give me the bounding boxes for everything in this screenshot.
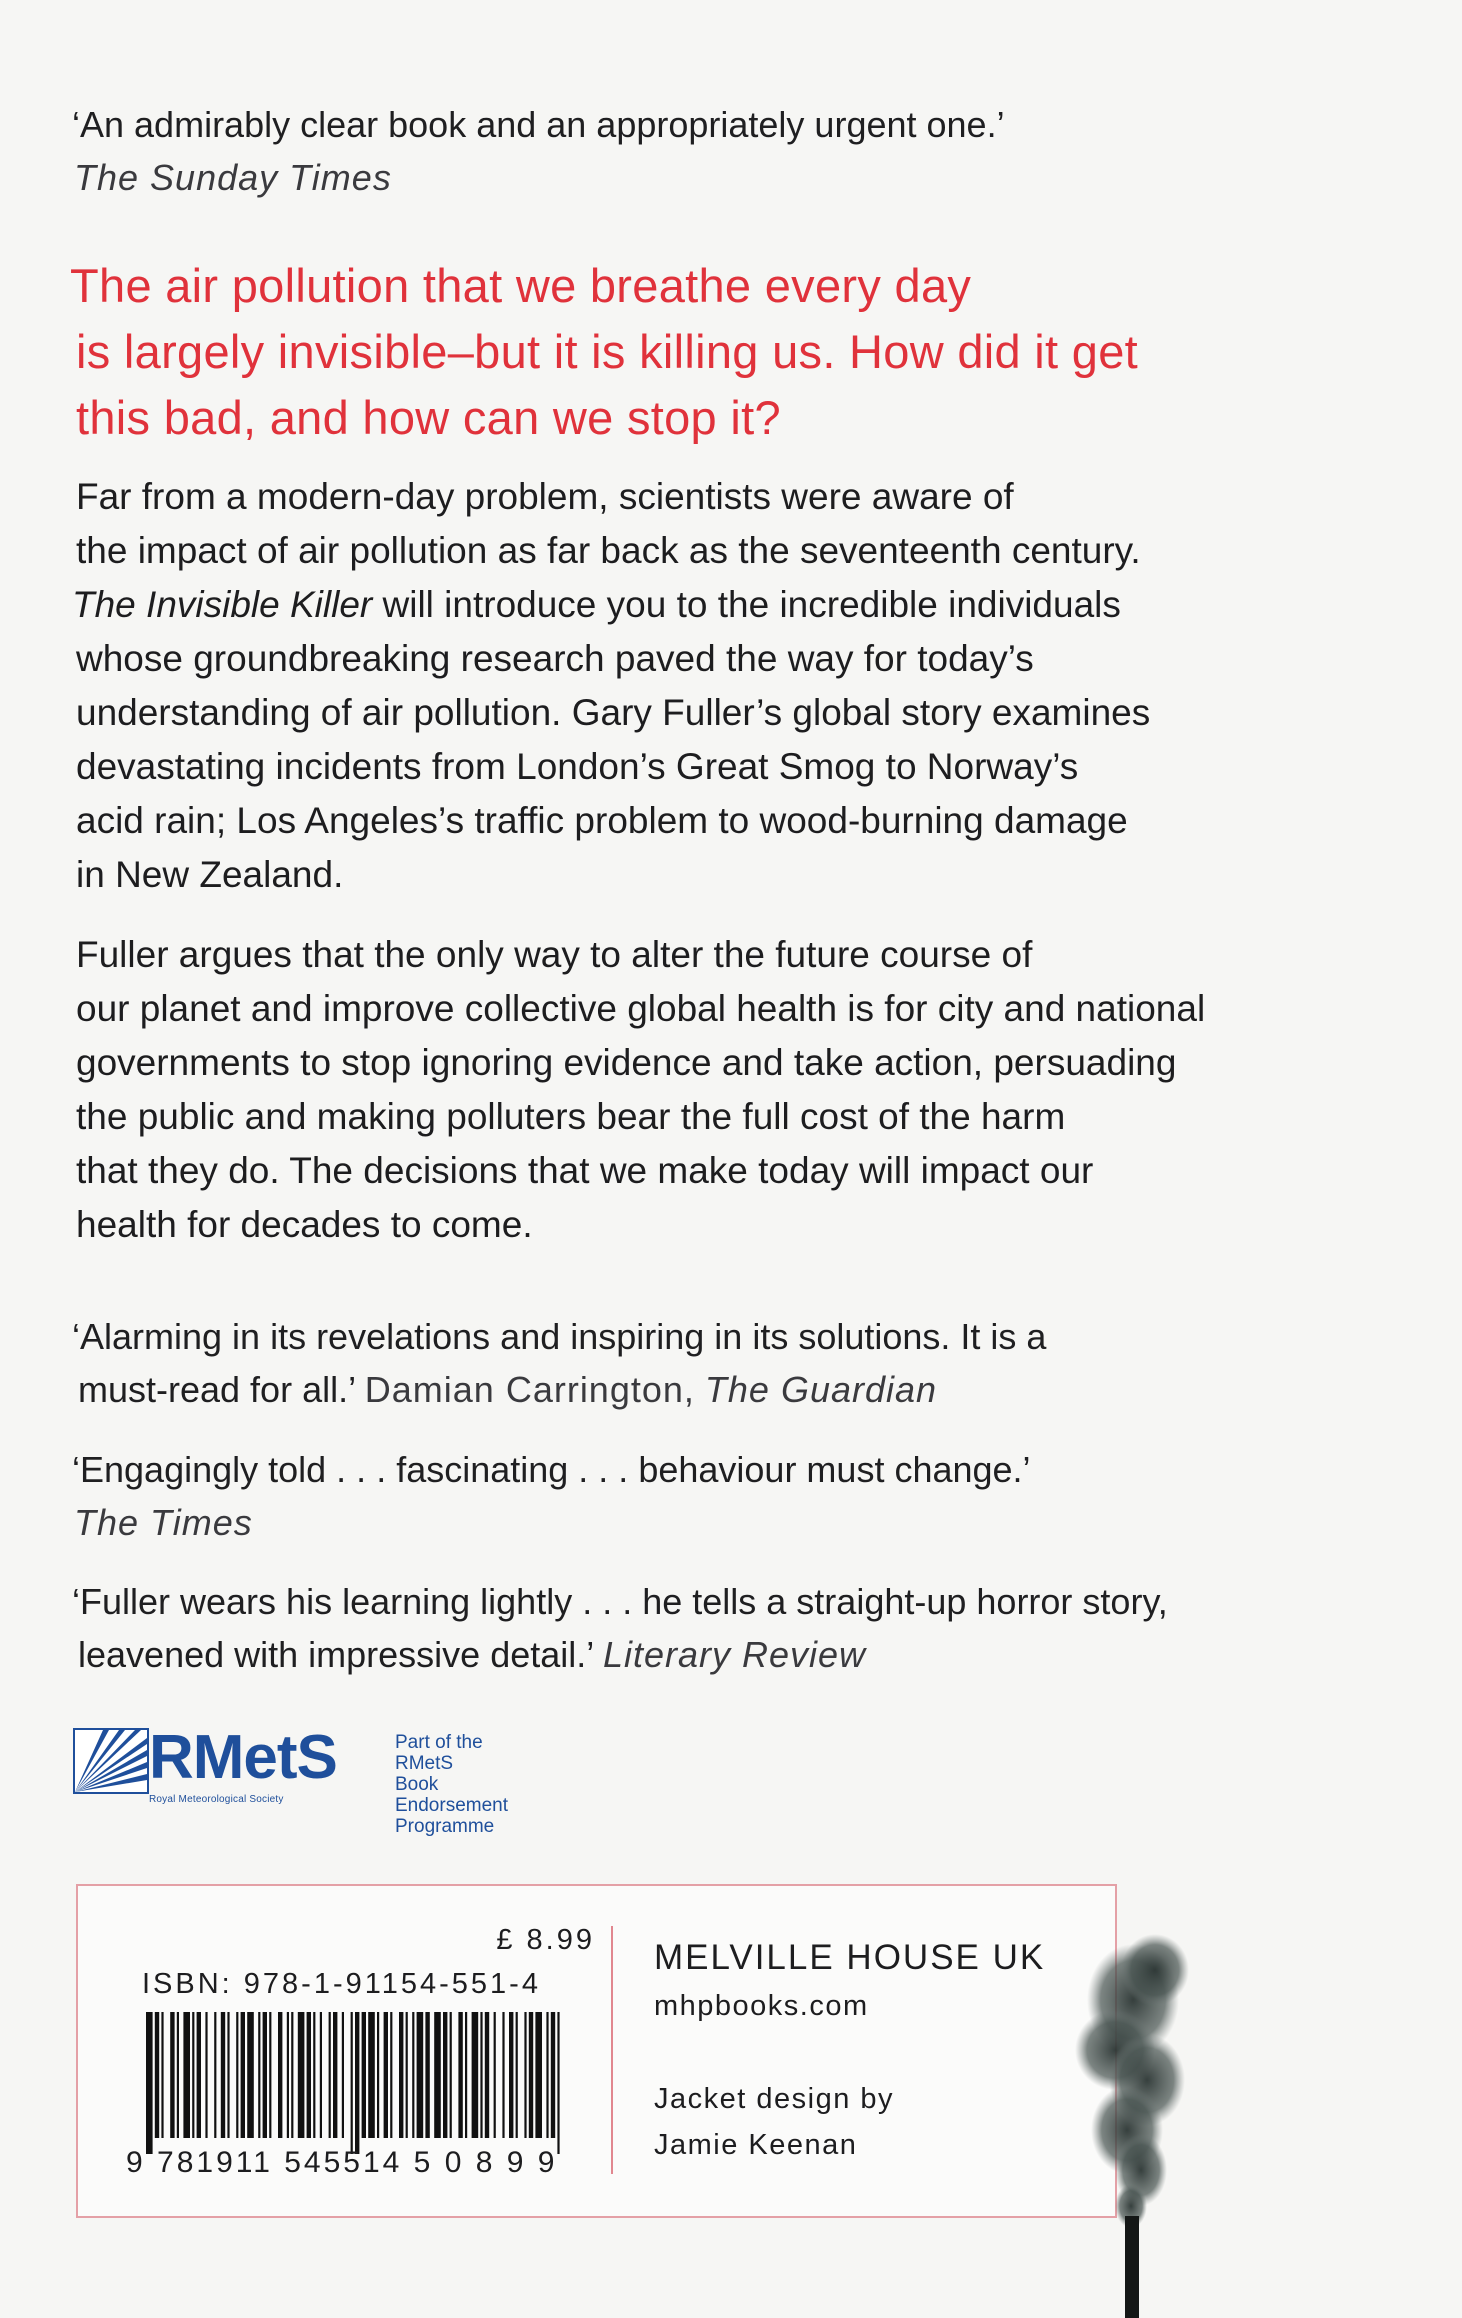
endorsement-line: Part of the RMetS (395, 1732, 483, 1774)
barcode-bar (368, 2012, 375, 2138)
barcode-bar (155, 2012, 159, 2138)
barcode-bar (221, 2012, 225, 2138)
quote-author: Damian Carrington, (364, 1369, 695, 1410)
barcode-bar (485, 2012, 489, 2138)
barcode-bar (516, 2012, 518, 2138)
barcode (146, 2012, 564, 2154)
barcode-bar (287, 2012, 289, 2138)
quote-source: The Sunday Times (74, 157, 392, 198)
paragraph-line: in New Zealand. (76, 854, 344, 895)
barcode-bar (406, 2012, 408, 2138)
rmets-society-name: Royal Meteorological Society (149, 1794, 284, 1805)
quote-sunday-times (72, 98, 1332, 204)
quote-publication: The Guardian (704, 1369, 938, 1410)
barcode-bar (183, 2012, 190, 2138)
barcode-bar (197, 2012, 201, 2138)
quote-text: ‘Alarming in its revelations and inspiring in its solutions. It is a (72, 1316, 1047, 1357)
barcode-bar (480, 2012, 482, 2138)
barcode-bar (399, 2012, 403, 2138)
divider (611, 1926, 613, 2174)
quote-text: leavened with impressive detail.’ Literary Review (78, 1634, 867, 1675)
barcode-bar (472, 2012, 479, 2138)
retail-info-box (76, 1884, 1117, 2218)
paragraph-line: whose groundbreaking research paved the way for today’s (76, 638, 1034, 679)
barcode-bar (342, 2012, 344, 2138)
barcode-bar (494, 2012, 496, 2138)
barcode-bar (465, 2012, 467, 2138)
barcode-bar (362, 2012, 366, 2138)
quote-source: Literary Review (602, 1634, 867, 1675)
barcode-bar (227, 2012, 229, 2138)
quote-text: must-read for all.’ Damian Carrington, The Guardian (78, 1369, 938, 1410)
paragraph-line (72, 578, 1336, 632)
barcode-bar (278, 2012, 282, 2138)
paragraph-line-rest: will introduce you to the incredible individuals (372, 584, 1121, 625)
quote-source: The Times (74, 1502, 253, 1543)
barcode-bar (313, 2012, 315, 2138)
rmets-wordmark: RMetS (149, 1723, 337, 1792)
barcode-number: 9 781911 545514 5 0 8 9 9 (126, 2146, 558, 2179)
blurb-paragraph-1 (72, 470, 1336, 902)
barcode-bar (269, 2012, 271, 2138)
rmets-logo (73, 1723, 523, 1837)
paragraph-line: acid rain; Los Angeles’s traffic problem to wood-burning damage (76, 800, 1128, 841)
quote-text: ‘Engagingly told . . . fascinating . . . behaviour must change.’ (72, 1449, 1031, 1490)
barcode-bar (351, 2012, 353, 2154)
barcode-bar (247, 2012, 254, 2138)
headline-line: The air pollution that we breathe every day (70, 259, 972, 312)
credit-line: Jamie Keenan (654, 2129, 858, 2161)
barcode-bar (417, 2012, 424, 2138)
publisher-website: mhpbooks.com (654, 1990, 869, 2022)
headline (70, 253, 1330, 451)
barcode-bar (192, 2012, 194, 2138)
price: £ 8.99 (496, 1924, 595, 1956)
barcode-bar (333, 2012, 337, 2138)
barcode-bar (434, 2012, 441, 2138)
rmets-emblem-icon (73, 1728, 149, 1794)
barcode-bar (535, 2012, 542, 2138)
quote-literary-review (72, 1575, 1332, 1681)
barcode-bar (524, 2012, 526, 2138)
barcode-bar (241, 2012, 245, 2138)
barcode-bar (263, 2012, 267, 2138)
paragraph-line: the impact of air pollution as far back as the seventeenth century. (76, 530, 1141, 571)
paragraph-line: Fuller argues that the only way to alter the future course of (76, 934, 1033, 975)
quote-times (72, 1443, 1332, 1549)
jacket-credit (654, 2076, 894, 2168)
isbn: ISBN: 978-1-91154-551-4 (142, 1968, 541, 2000)
quote-guardian (72, 1310, 1332, 1416)
barcode-bar (329, 2012, 331, 2138)
book-title: The Invisible Killer (72, 584, 373, 625)
smoke-chimney-illustration (1055, 1930, 1215, 2318)
barcode-bar (557, 2012, 559, 2154)
paragraph-line: our planet and improve collective global health is for city and national (76, 988, 1206, 1029)
barcode-bar (146, 2012, 153, 2154)
paragraph-line: understanding of air pollution. Gary Fuller’s global story examines (76, 692, 1151, 733)
barcode-bar (529, 2012, 533, 2138)
barcode-bar (546, 2012, 548, 2138)
headline-line: this bad, and how can we stop it? (76, 391, 781, 444)
barcode-bar (307, 2012, 311, 2138)
barcode-bar (205, 2012, 207, 2138)
paragraph-line: health for decades to come. (76, 1204, 533, 1245)
rmets-endorsement (395, 1732, 523, 1837)
barcode-bar (412, 2012, 414, 2138)
barcode-bar (502, 2012, 504, 2138)
paragraph-line: governments to stop ignoring evidence and take action, persuading (76, 1042, 1177, 1083)
barcode-bar (509, 2012, 513, 2138)
barcode-bar (377, 2012, 379, 2138)
credit-line: Jacket design by (654, 2083, 895, 2115)
barcode-bar (291, 2012, 293, 2138)
paragraph-line: devastating incidents from London’s Great Smog to Norway’s (76, 746, 1079, 787)
barcode-bar (298, 2012, 305, 2138)
paragraph-line: the public and making polluters bear the full cost of the harm (76, 1096, 1066, 1137)
barcode-bar (170, 2012, 174, 2138)
barcode-bar (258, 2012, 260, 2138)
endorsement-line: Programme (395, 1816, 495, 1837)
barcode-bar (450, 2012, 452, 2138)
blurb-paragraph-2 (76, 928, 1336, 1252)
publisher-name: MELVILLE HOUSE UK (654, 1938, 1046, 1977)
barcode-bar (355, 2012, 359, 2154)
paragraph-line: Far from a modern-day problem, scientists were aware of (76, 476, 1014, 517)
barcode-bar (551, 2012, 555, 2138)
quote-text: ‘An admirably clear book and an appropriately urgent one.’ (72, 104, 1005, 145)
quote-text: ‘Fuller wears his learning lightly . . . he tells a straight-up horror story, (72, 1581, 1168, 1622)
barcode-bar (384, 2012, 388, 2138)
paragraph-line: that they do. The decisions that we make today will impact our (76, 1150, 1094, 1191)
headline-line: is largely invisible–but it is killing us. How did it get (76, 325, 1139, 378)
barcode-bar (443, 2012, 447, 2138)
barcode-bar (177, 2012, 179, 2138)
endorsement-line: Book Endorsement (395, 1774, 509, 1816)
barcode-bar (458, 2012, 462, 2138)
barcode-bar (214, 2012, 216, 2138)
barcode-bar (320, 2012, 322, 2138)
barcode-bar (390, 2012, 392, 2138)
barcode-bar (236, 2012, 238, 2138)
barcode-bar (425, 2012, 429, 2138)
barcode-bar (161, 2012, 163, 2138)
